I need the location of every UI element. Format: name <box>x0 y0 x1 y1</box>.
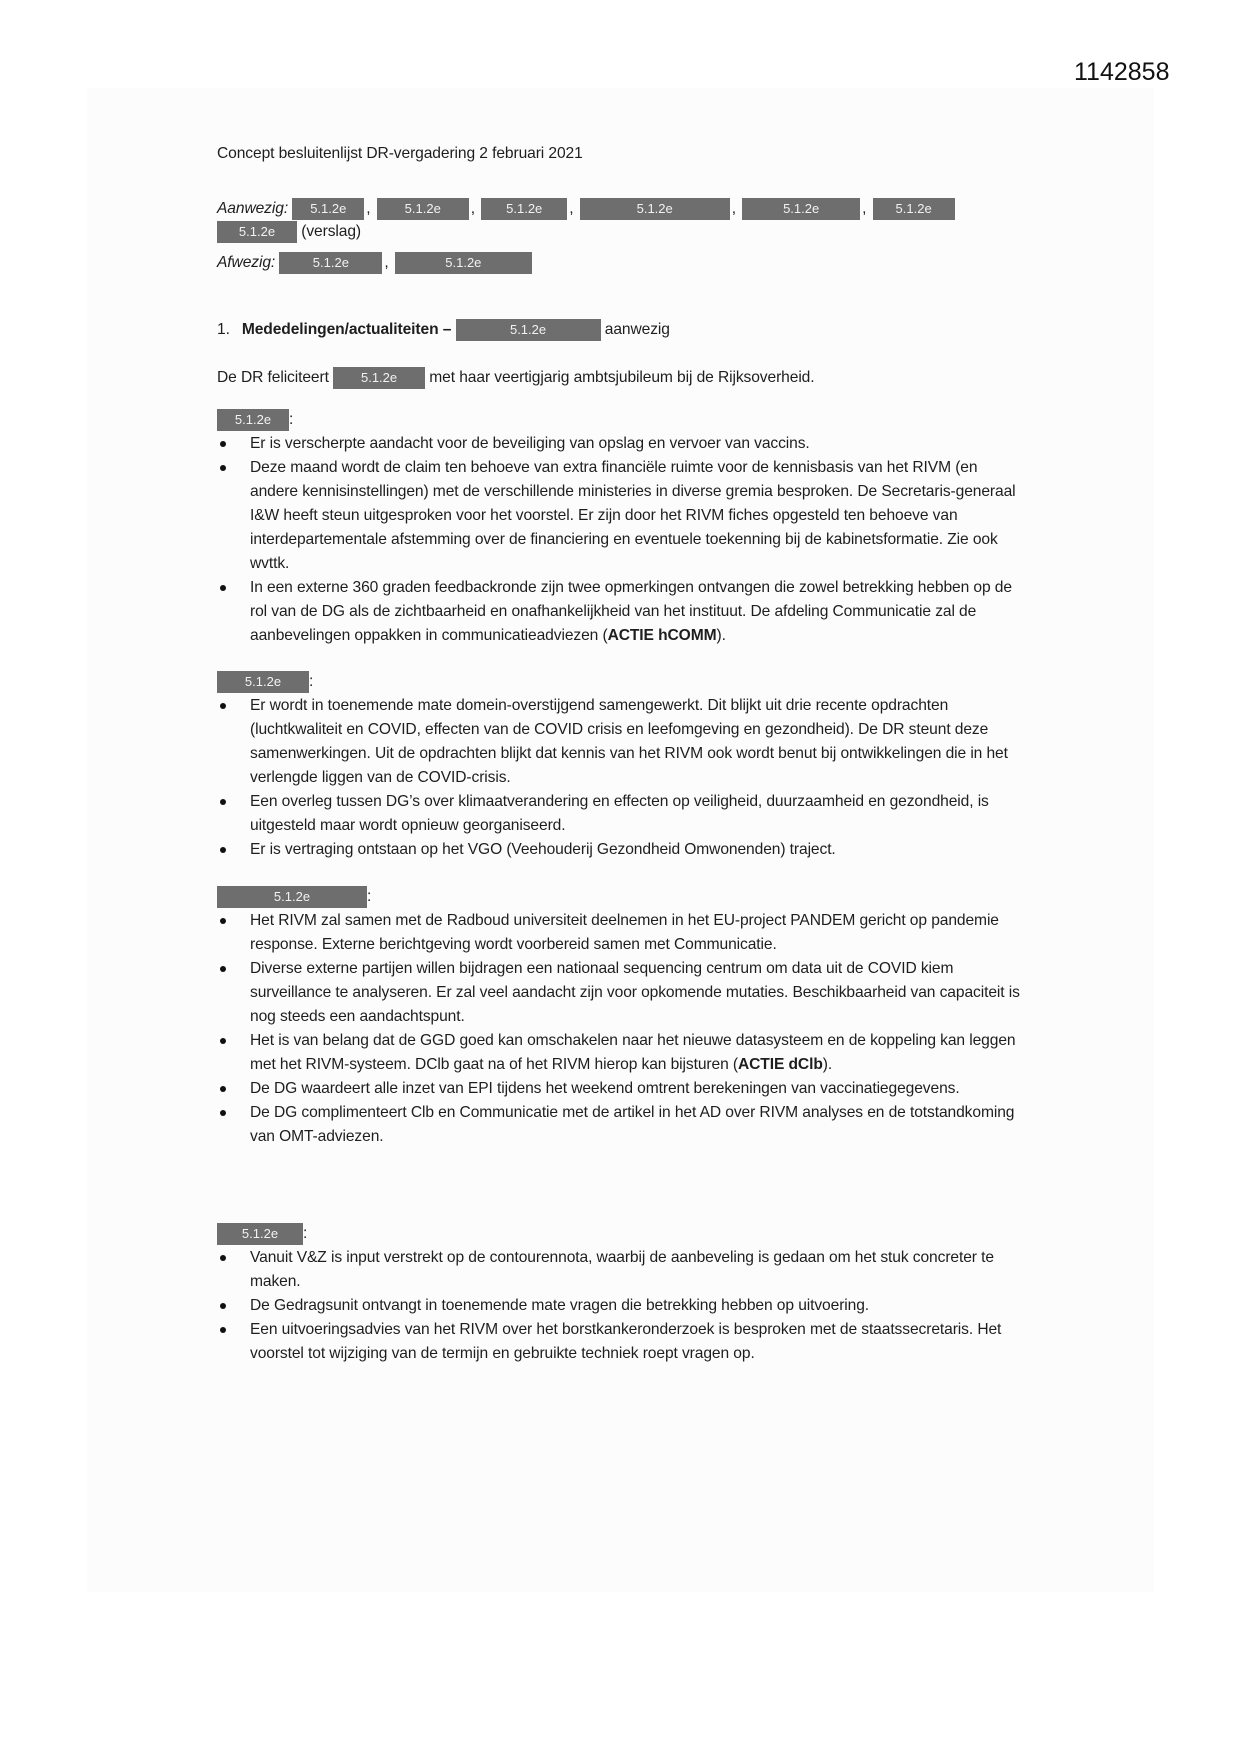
bullet-icon <box>220 1038 226 1044</box>
item-text: Het is van belang dat de GGD goed kan omschakelen naar het nieuwe datasysteem en de koppeling kan leggen met het RIVM-systeem. DClb gaat na of het RIVM hierop kan bijsturen ( <box>250 1032 1016 1073</box>
redaction: 5.1.2e <box>481 198 567 220</box>
list-item <box>217 1294 1027 1318</box>
bullet-icon <box>220 1327 226 1333</box>
redaction: 5.1.2e <box>217 671 309 693</box>
attendance-present: Aanwezig: 5.1.2e , 5.1.2e , 5.1.2e , 5.1.2e , 5.1.2e , 5.1.2e <box>217 197 955 221</box>
redaction: 5.1.2e <box>279 252 382 274</box>
redaction: 5.1.2e <box>742 198 860 220</box>
section-suffix: aanwezig <box>604 321 670 338</box>
action-tag: ACTIE hCOMM <box>607 627 717 644</box>
redaction: 5.1.2e <box>217 886 367 908</box>
redaction: 5.1.2e <box>217 1223 303 1245</box>
congratulation-line <box>217 366 814 390</box>
list-item <box>217 1101 1027 1149</box>
congrats-prefix: De DR feliciteert <box>217 369 329 386</box>
bullet-icon <box>220 441 226 447</box>
item-text: De DG waardeert alle inzet van EPI tijdens het weekend omtrent berekeningen van vaccinatiegegevens. <box>250 1080 960 1097</box>
block-4-list <box>217 1246 1027 1366</box>
bullet-icon <box>220 1303 226 1309</box>
item-text-after: ). <box>716 627 726 644</box>
list-item <box>217 1029 1027 1077</box>
item-text: Deze maand wordt de claim ten behoeve van extra financiële ruimte voor de kennisbasis van het RIVM (en andere kennisinstellingen) met de verschillende ministeries in diverse gremia besproken. De Secretaris-generaal I&W heeft steun uitgesproken voor het voorstel. Er zijn door het RIVM fiches opgesteld ten behoeve van interdepartementale afstemming over de financiering en eventuele toekenning bij de kabinetsformatie. Zie ook wvttk. <box>250 459 1016 572</box>
bullet-icon <box>220 966 226 972</box>
redaction: 5.1.2e <box>217 221 297 243</box>
item-text: Een overleg tussen DG’s over klimaatverandering en effecten op veiligheid, duurzaamheid en gezondheid, is uitgesteld maar wordt opnieuw georganiseerd. <box>250 793 989 834</box>
redaction: 5.1.2e <box>377 198 469 220</box>
absent-label: Afwezig: <box>217 254 276 271</box>
colon: : <box>367 888 372 905</box>
list-item <box>217 1077 1027 1101</box>
list-item <box>217 1318 1027 1366</box>
block-3-list <box>217 909 1027 1149</box>
bullet-icon <box>220 847 226 853</box>
redaction: 5.1.2e <box>456 319 601 341</box>
block-2-header <box>217 670 313 694</box>
congrats-suffix: met haar veertigjarig ambtsjubileum bij de Rijksoverheid. <box>429 369 815 386</box>
section-number: 1. <box>217 321 230 338</box>
redaction: 5.1.2e <box>217 409 289 431</box>
present-extra: (verslag) <box>301 223 361 240</box>
list-item <box>217 957 1027 1029</box>
item-text: Er is vertraging ontstaan op het VGO (Veehouderij Gezondheid Omwonenden) traject. <box>250 841 836 858</box>
list-item <box>217 694 1027 790</box>
block-3-header <box>217 885 371 909</box>
block-4-header <box>217 1222 307 1246</box>
item-text: Er wordt in toenemende mate domein-overstijgend samengewerkt. Dit blijkt uit drie recente opdrachten (luchtkwaliteit en COVID, effecten van de COVID crisis en leefomgeving en gezondheid). De DR steunt deze samenwerkingen. Uit de opdrachten blijkt dat kennis van het RIVM ook wordt benut bij ontwikkelingen die in het verlengde liggen van de COVID-crisis. <box>250 697 1008 786</box>
item-text: Vanuit V&Z is input verstrekt op de contourennota, waarbij de aanbeveling is gedaan om het stuk concreter te maken. <box>250 1249 994 1290</box>
list-item <box>217 838 1027 862</box>
item-text: Er is verscherpte aandacht voor de beveiliging van opslag en vervoer van vaccins. <box>250 435 810 452</box>
list-item <box>217 456 1027 576</box>
bullet-icon <box>220 918 226 924</box>
item-text: Diverse externe partijen willen bijdragen een nationaal sequencing centrum om data uit de COVID kiem surveillance te analyseren. Er zal veel aandacht zijn voor opkomende mutaties. Beschikbaarheid van capaciteit is nog steeds een aandachtspunt. <box>250 960 1020 1025</box>
list-item <box>217 1246 1027 1294</box>
document-id: 1142858 <box>1074 58 1170 86</box>
colon: : <box>309 673 314 690</box>
bullet-icon <box>220 1110 226 1116</box>
redaction: 5.1.2e <box>333 367 425 389</box>
bullet-icon <box>220 1086 226 1092</box>
redaction: 5.1.2e <box>292 198 364 220</box>
redaction: 5.1.2e <box>580 198 730 220</box>
list-item <box>217 576 1027 648</box>
present-label: Aanwezig: <box>217 200 289 217</box>
redaction: 5.1.2e <box>395 252 532 274</box>
redaction: 5.1.2e <box>873 198 955 220</box>
document-title: Concept besluitenlijst DR-vergadering 2 februari 2021 <box>217 145 583 162</box>
list-item <box>217 909 1027 957</box>
bullet-icon <box>220 703 226 709</box>
item-text: De Gedragsunit ontvangt in toenemende mate vragen die betrekking hebben op uitvoering. <box>250 1297 870 1314</box>
item-text: Het RIVM zal samen met de Radboud universiteit deelnemen in het EU-project PANDEM gericht op pandemie response. Externe berichtgeving wordt voorbereid samen met Communicatie. <box>250 912 999 953</box>
block-1-header <box>217 408 293 432</box>
item-text: In een externe 360 graden feedbackronde zijn twee opmerkingen ontvangen die zowel betrekking hebben op de rol van de DG als de zichtbaarheid en onafhankelijkheid van het instituut. De afdeling Communicatie zal de aanbevelingen oppakken in communicatieadviezen ( <box>250 579 1012 644</box>
bullet-icon <box>220 585 226 591</box>
item-text: Een uitvoeringsadvies van het RIVM over het borstkankeronderzoek is besproken met de staatssecretaris. Het voorstel tot wijziging van de termijn en gebruikte techniek roept vragen op. <box>250 1321 1002 1362</box>
section-1-heading <box>217 318 670 342</box>
action-tag: ACTIE dClb <box>737 1056 823 1073</box>
bullet-icon <box>220 1255 226 1261</box>
bullet-icon <box>220 465 226 471</box>
list-item <box>217 432 1027 456</box>
section-heading: Mededelingen/actualiteiten – <box>241 321 452 338</box>
colon: : <box>289 411 294 428</box>
colon: : <box>303 1225 308 1242</box>
item-text: De DG complimenteert Clb en Communicatie met de artikel in het AD over RIVM analyses en de totstandkoming van OMT-adviezen. <box>250 1104 1015 1145</box>
attendance-absent: Afwezig: 5.1.2e , 5.1.2e <box>217 251 532 275</box>
block-1-list <box>217 432 1027 648</box>
item-text-after: ). <box>822 1056 833 1073</box>
attendance-present-cont <box>217 220 361 244</box>
bullet-icon <box>220 799 226 805</box>
list-item <box>217 790 1027 838</box>
block-2-list <box>217 694 1027 862</box>
